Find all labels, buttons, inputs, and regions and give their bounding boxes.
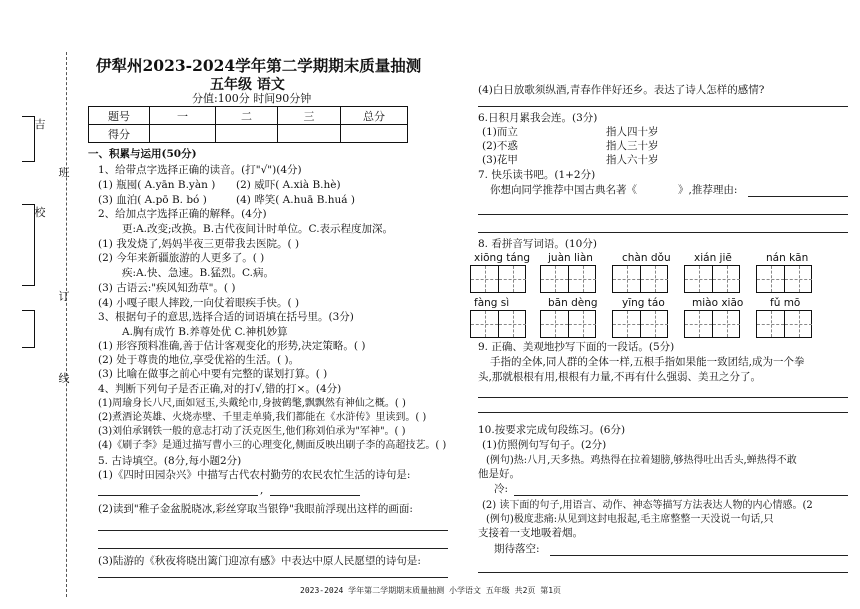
pinyin-label: fǔ mō xyxy=(770,297,801,309)
q5-item: (1)《四时田园杂兴》中描写古代农村勤劳的农民农忙生活的诗句是: xyxy=(98,469,411,481)
binding-label-ding: 订 xyxy=(58,290,70,303)
answer-line[interactable] xyxy=(550,555,848,556)
answer-line[interactable] xyxy=(478,214,848,215)
question-3: 3、根据句子的意思,选择合适的词语填在括号里。(3分) xyxy=(98,311,354,323)
page-title: 伊犁州2023-2024学年第二学期期末质量抽测 xyxy=(96,56,422,75)
q4-item: (2)煮酒论英雄、火烧赤壁、千里走单骑,我们都能在《水浒传》里读到。( ) xyxy=(98,412,427,423)
q5-item: (3)陆游的《秋夜将晓出篱门迎凉有感》中表达中原人民愿望的诗句是: xyxy=(98,555,421,567)
binding-label-school: 吉 xyxy=(34,118,46,131)
binding-box-2 xyxy=(22,204,35,286)
answer-line[interactable] xyxy=(478,106,848,107)
binding-label-xian: 线 xyxy=(58,372,70,385)
answer-line[interactable] xyxy=(270,495,360,496)
q5-item: (2)读到"稚子金盆脱晓冰,彩丝穿取当银铮"我眼前浮现出这样的画面: xyxy=(98,503,413,515)
pinyin-label: yīng táo xyxy=(622,297,665,309)
q4-item: (1)周瑜身长八尺,面如冠玉,头戴纶巾,身披鹤氅,飘飘然有神仙之概。( ) xyxy=(98,398,406,409)
writing-grid[interactable] xyxy=(684,265,740,293)
answer-line[interactable] xyxy=(478,572,848,573)
comma: , xyxy=(260,484,264,496)
score-header-cell: 二 xyxy=(216,107,278,125)
page-subtitle: 五年级 语文 xyxy=(210,77,285,93)
q6-left-item: (2)不惑 xyxy=(482,140,518,152)
writing-grid[interactable] xyxy=(684,310,740,338)
q3-item: (2) 处于尊贵的地位,享受优裕的生活。( )。 xyxy=(98,354,300,366)
q1-item: (2) 威吓( A.xià B.hè) xyxy=(236,179,341,191)
binding-box-1 xyxy=(22,116,35,162)
score-header-cell: 总分 xyxy=(341,107,408,125)
writing-grid[interactable] xyxy=(756,265,812,293)
q10-fill-label: 冷: xyxy=(494,483,509,495)
pinyin-label: bān dèng xyxy=(548,297,598,309)
q10-example: 支接着一支地吸着烟。 xyxy=(478,527,583,539)
q3-item: (1) 形容预料准确,善于估计客观变化的形势,决定策略。( ) xyxy=(98,340,366,352)
pinyin-label: juàn liàn xyxy=(548,252,593,264)
answer-line[interactable] xyxy=(98,548,448,549)
q7-text: 你想向同学推荐中国古典名著《 xyxy=(490,184,637,196)
answer-line[interactable] xyxy=(478,232,848,233)
answer-line[interactable] xyxy=(478,412,848,413)
q10-sub: (1)仿照例句写句子。(2分) xyxy=(482,439,607,451)
pinyin-label: nán kān xyxy=(766,252,809,264)
question-7: 7. 快乐读书吧。(1+2分) xyxy=(478,169,596,181)
q2-options: 疾:A.快、急速。B.猛烈。C.病。 xyxy=(122,267,275,279)
q6-right-item: 指人三十岁 xyxy=(606,140,659,152)
score-header-cell: 三 xyxy=(278,107,341,125)
pinyin-label: xiōng táng xyxy=(474,252,531,264)
writing-grid[interactable] xyxy=(612,265,668,293)
q10-example: 他是好。 xyxy=(478,468,520,480)
binding-label-ban: 班 xyxy=(58,166,70,179)
q1-item: (3) 血泊( A.pō B. bó ) xyxy=(98,194,207,206)
question-1: 1、给带点字选择正确的读音。(打"√")(4分) xyxy=(98,164,302,176)
score-row-label: 得分 xyxy=(89,125,150,143)
writing-grid[interactable] xyxy=(540,265,596,293)
q4-item: (3)刘伯承钢铁一般的意志打动了沃克医生,他们称刘伯承为"军神"。( ) xyxy=(98,426,406,437)
answer-line[interactable] xyxy=(98,530,448,531)
question-6: 6.日积月累我会连。(3分) xyxy=(478,112,598,124)
q6-left-item: (3)花甲 xyxy=(482,154,518,166)
question-4: 4、判断下列句子是否正确,对的打√,错的打×。(4分) xyxy=(98,383,342,395)
page-footer: 2023-2024 学年第二学期期末质量抽测 小学语文 五年级 共2页 第1页 xyxy=(300,586,562,595)
answer-line[interactable] xyxy=(98,577,448,578)
score-header-cell: 一 xyxy=(150,107,216,125)
score-table xyxy=(88,106,408,143)
q2-item: (1) 我发烧了,妈妈半夜三更带我去医院。( ) xyxy=(98,238,300,250)
q5-item: (4)白日放歌须纵酒,青春作伴好还乡。表达了诗人怎样的感情? xyxy=(478,84,765,96)
pinyin-label: chàn dǒu xyxy=(622,252,671,264)
q10-example: (例句)极度悲痛:从见到这封电报起,毛主席整整一天没说一句话,只 xyxy=(486,514,774,525)
answer-line[interactable] xyxy=(478,397,848,398)
pinyin-label: fàng sì xyxy=(474,297,510,309)
binding-label-ji: 校 xyxy=(34,206,46,219)
q1-item: (4) 哗笑( A.huā B.huá ) xyxy=(236,194,355,206)
score-cell[interactable] xyxy=(216,125,278,143)
q10-fill-label: 期待落空: xyxy=(494,543,540,555)
q10-example: (例句)热:八月,天多热。鸡热得在拉着翅膀,够热得吐出舌头,蝉热得不敢 xyxy=(486,455,797,466)
q7-tail: 》,推荐理由: xyxy=(678,184,738,196)
q9-passage-line: 头,那就根根有用,根根有力量,不再有什么强弱、美丑之分了。 xyxy=(478,371,762,383)
question-8: 8. 看拼音写词语。(10分) xyxy=(478,238,597,250)
answer-line[interactable] xyxy=(748,196,848,197)
writing-grid[interactable] xyxy=(470,265,526,293)
section-1-title: 一、积累与运用(50分) xyxy=(88,148,197,160)
q2-item: (4) 小嘎子眼人摔跤,一向仗着眼疾手快。( ) xyxy=(98,297,300,309)
q6-right-item: 指人六十岁 xyxy=(606,154,659,166)
score-cell[interactable] xyxy=(341,125,408,143)
q2-item: (2) 今年来新疆旅游的人更多了。( ) xyxy=(98,252,265,264)
binding-line xyxy=(66,52,67,597)
pinyin-label: miào xiāo xyxy=(692,297,744,309)
q3-item: (3) 比喻在做事之前心中要有完整的谋划打算。( ) xyxy=(98,368,328,380)
pinyin-label: xián jiē xyxy=(694,252,732,264)
q10-sub: (2) 读下面的句子,用语言、动作、神态等描写方法表达人物的内心情感。(2 xyxy=(482,500,813,511)
score-cell[interactable] xyxy=(150,125,216,143)
q9-passage-line: 手指的全体,同人群的全体一样,五根手指如果能一致团结,成为一个拳 xyxy=(490,356,805,368)
q4-item: (4)《刷子李》是通过描写曹小三的心理变化,侧面反映出刷子李的高超技艺。( ) xyxy=(98,440,447,451)
binding-box-3 xyxy=(22,310,35,348)
q2-item: (3) 古语云:"疾风知劲草"。( ) xyxy=(98,282,236,294)
answer-line[interactable] xyxy=(514,495,848,496)
writing-grid[interactable] xyxy=(470,310,526,338)
writing-grid[interactable] xyxy=(756,310,812,338)
question-2: 2、给加点字选择正确的解释。(4分) xyxy=(98,208,267,220)
question-10: 10.按要求完成句段练习。(6分) xyxy=(478,424,626,436)
q1-item: (1) 瓶囤( A.yān B.yàn ) xyxy=(98,179,216,191)
q6-right-item: 指人四十岁 xyxy=(606,126,659,138)
writing-grid[interactable] xyxy=(612,310,668,338)
writing-grid[interactable] xyxy=(540,310,596,338)
question-9: 9. 正确、美观地抄写下面的一段话。(5分) xyxy=(478,341,675,353)
question-5: 5. 古诗填空。(8分,每小题2分) xyxy=(98,455,242,467)
answer-line[interactable] xyxy=(98,495,258,496)
score-header-cell: 题号 xyxy=(89,107,150,125)
q6-left-item: (1)而立 xyxy=(482,126,518,138)
score-cell[interactable] xyxy=(278,125,341,143)
exam-meta: 分值:100分 时间90分钟 xyxy=(192,92,312,105)
q2-options: 更:A.改变;改换。B.古代夜间计时单位。C.表示程度加深。 xyxy=(122,223,394,235)
q3-options: A.胸有成竹 B.养尊处优 C.神机妙算 xyxy=(122,326,288,338)
